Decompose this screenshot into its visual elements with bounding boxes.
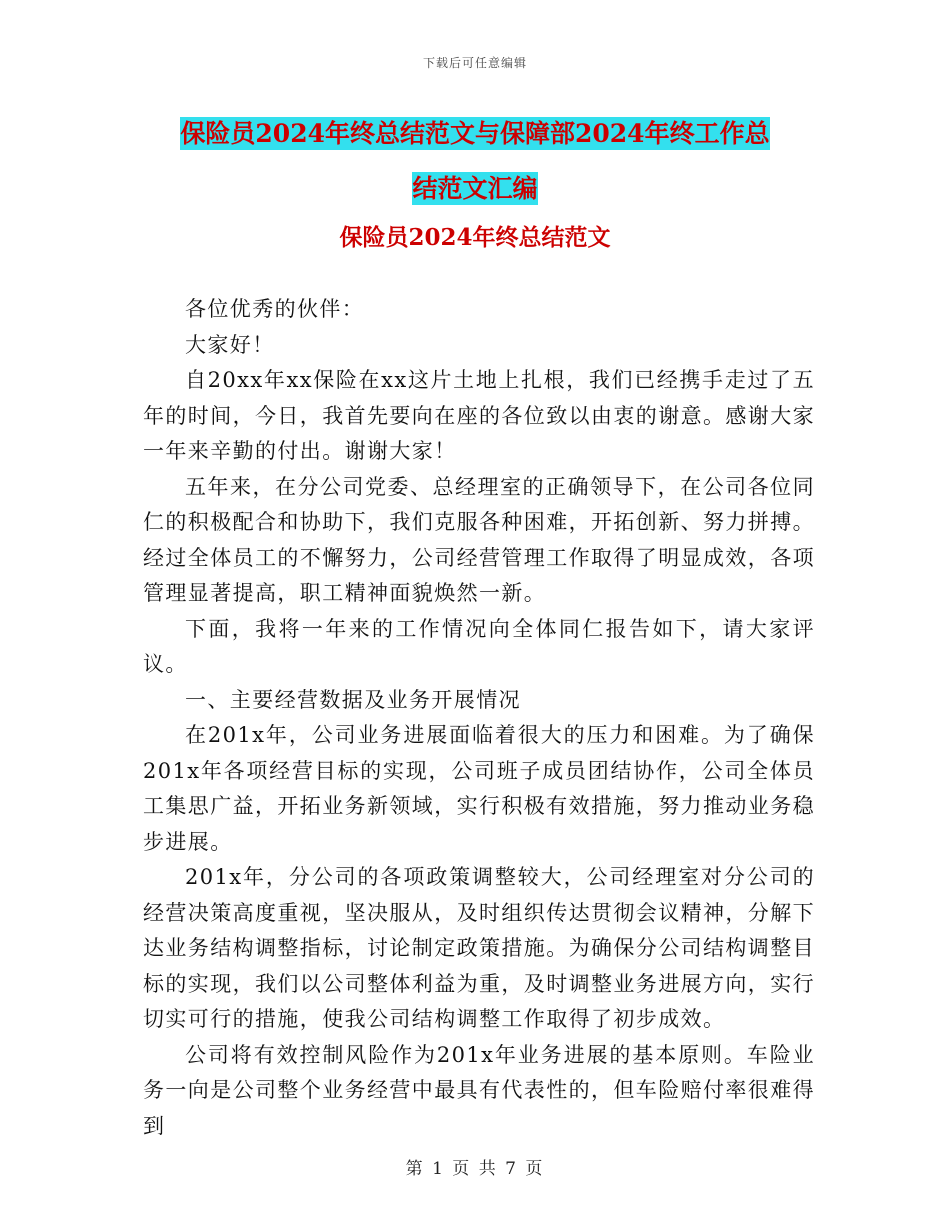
paragraph: 公司将有效控制风险作为201x年业务进展的基本原则。车险业务一向是公司整个业务经营中最具有代表性的，但车险赔付率很难得到 <box>143 1042 815 1138</box>
paragraph: 在201x年，公司业务进展面临着很大的压力和困难。为了确保201x年各项经营目标的实现，公司班子成员团结协作，公司全体员工集思广益，开拓业务新领域，实行积极有效措施，努力推动业务稳步进展。 <box>143 723 815 854</box>
paragraph: 下面，我将一年来的工作情况向全体同仁报告如下，请大家评议。 <box>143 616 815 676</box>
paragraph: 五年来，在分公司党委、总经理室的正确领导下，在公司各位同仁的积极配合和协助下，我们克服各种困难，开拓创新、努力拼搏。经过全体员工的不懈努力，公司经营管理工作取得了明显成效，各项管理显著提高，职工精神面貌焕然一新。 <box>143 474 815 605</box>
body-text <box>143 292 815 1144</box>
section-subtitle: 保险员2024年终总结范文 <box>339 224 611 251</box>
title-line-1: 保险员2024年终总结范文与保障部2024年终工作总 <box>180 119 770 148</box>
header-note: 下载后可任意编辑 <box>422 56 527 70</box>
paragraph: 一、主要经营数据及业务开展情况 <box>185 687 521 712</box>
paragraph: 自20xx年xx保险在xx这片土地上扎根，我们已经携手走过了五年的时间，今日，我首先要向在座的各位致以由衷的谢意。感谢大家一年来辛勤的付出。谢谢大家！ <box>143 368 815 463</box>
document-title <box>120 106 830 216</box>
paragraph: 大家好！ <box>185 332 275 357</box>
paragraph: 各位优秀的伙伴： <box>185 297 365 321</box>
page-number: 第 1 页 共 7 页 <box>405 1159 545 1179</box>
title-line-2: 结范文汇编 <box>412 174 538 203</box>
paragraph: 201x年，分公司的各项政策调整较大，公司经理室对分公司的经营决策高度重视，坚决服从，及时组织传达贯彻会议精神，分解下达业务结构调整指标，讨论制定政策措施。为确保分公司结构调整目标的实现，我们以公司整体利益为重，及时调整业务进展方向，实行切实可行的措施，使我公司结构调整工作取得了初步成效。 <box>143 865 815 1031</box>
